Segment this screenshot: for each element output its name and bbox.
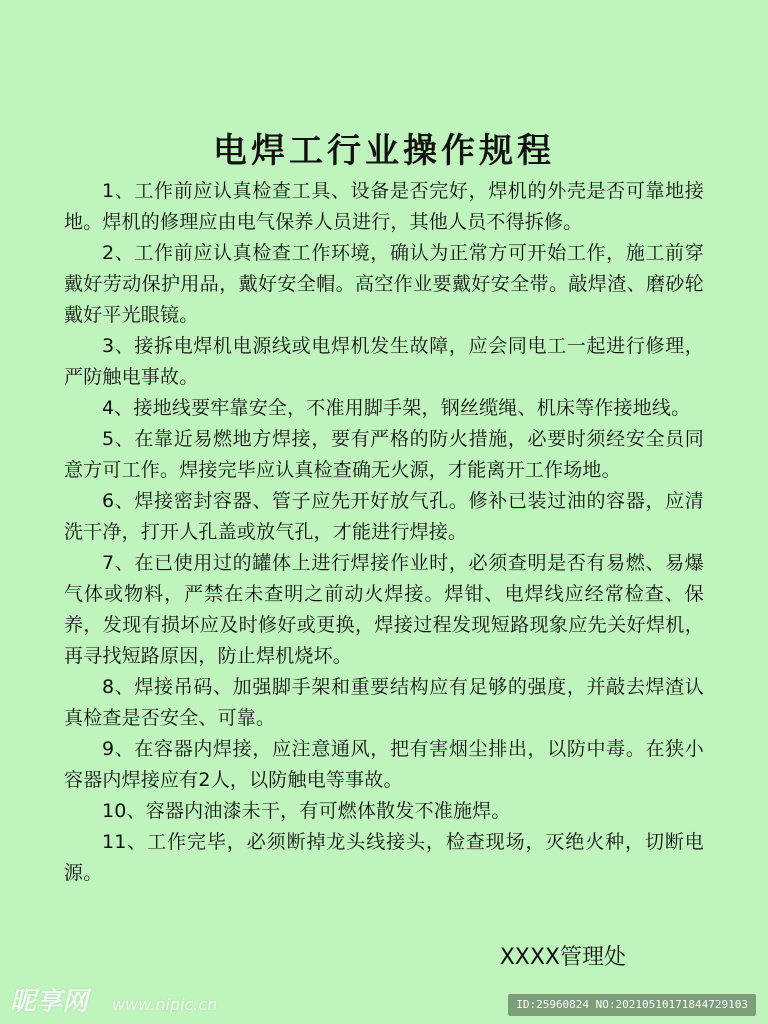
document-title: 电焊工行业操作规程 xyxy=(213,130,555,171)
rule-item: 10、容器内油漆未干，有可燃体散发不准施焊。 xyxy=(102,800,511,822)
rule-item: 8、焊接吊码、加强脚手架和重要结构应有足够的强度，并敲去焊渣认真检查是否安全、可靠。 xyxy=(64,676,704,729)
signature: XXXX管理处 xyxy=(499,945,626,970)
rule-item: 2、工作前应认真检查工作环境，确认为正常方可开始工作，施工前穿戴好劳动保护用品，戴好安全帽。高空作业要戴好安全带。敲焊渣、磨砂轮戴好平光眼镜。 xyxy=(64,242,704,326)
rule-item: 4、接地线要牢靠安全，不准用脚手架，钢丝缆绳、机床等作接地线。 xyxy=(102,397,691,419)
rule-item: 6、焊接密封容器、管子应先开好放气孔。修补已装过油的容器，应清洗干净，打开人孔盖或放气孔，才能进行焊接。 xyxy=(64,490,704,543)
rule-item: 5、在靠近易燃地方焊接，要有严格的防火措施，必要时须经安全员同意方可工作。焊接完毕应认真检查确无火源，才能离开工作场地。 xyxy=(64,428,704,481)
watermark-logo: 昵享网 xyxy=(10,987,89,1017)
watermark-id: ID:25960824 NO:20210510171844729103 xyxy=(508,994,756,1016)
rule-item: 11、工作完毕，必须断掉龙头线接头，检查现场，灭绝火种，切断电源。 xyxy=(64,831,704,884)
rule-item: 3、接拆电焊机电源线或电焊机发生故障，应会同电工一起进行修理，严防触电事故。 xyxy=(64,335,704,388)
watermark-url: www.nipic.cn xyxy=(112,995,218,1014)
rule-item: 7、在已使用过的罐体上进行焊接作业时，必须查明是否有易燃、易爆气体或物料，严禁在未查明之前动火焊接。焊钳、电焊线应经常检查、保养，发现有损坏应及时修好或更换，焊接过程发现短路现象应先关好焊机，再寻找短路原因，防止焊机烧坏。 xyxy=(64,552,704,667)
rules-list xyxy=(64,176,704,889)
rule-item: 1、工作前应认真检查工具、设备是否完好，焊机的外壳是否可靠地接地。焊机的修理应由电气保养人员进行，其他人员不得拆修。 xyxy=(64,180,704,233)
rule-item: 9、在容器内焊接，应注意通风，把有害烟尘排出，以防中毒。在狭小容器内焊接应有2人，以防触电等事故。 xyxy=(64,738,704,791)
